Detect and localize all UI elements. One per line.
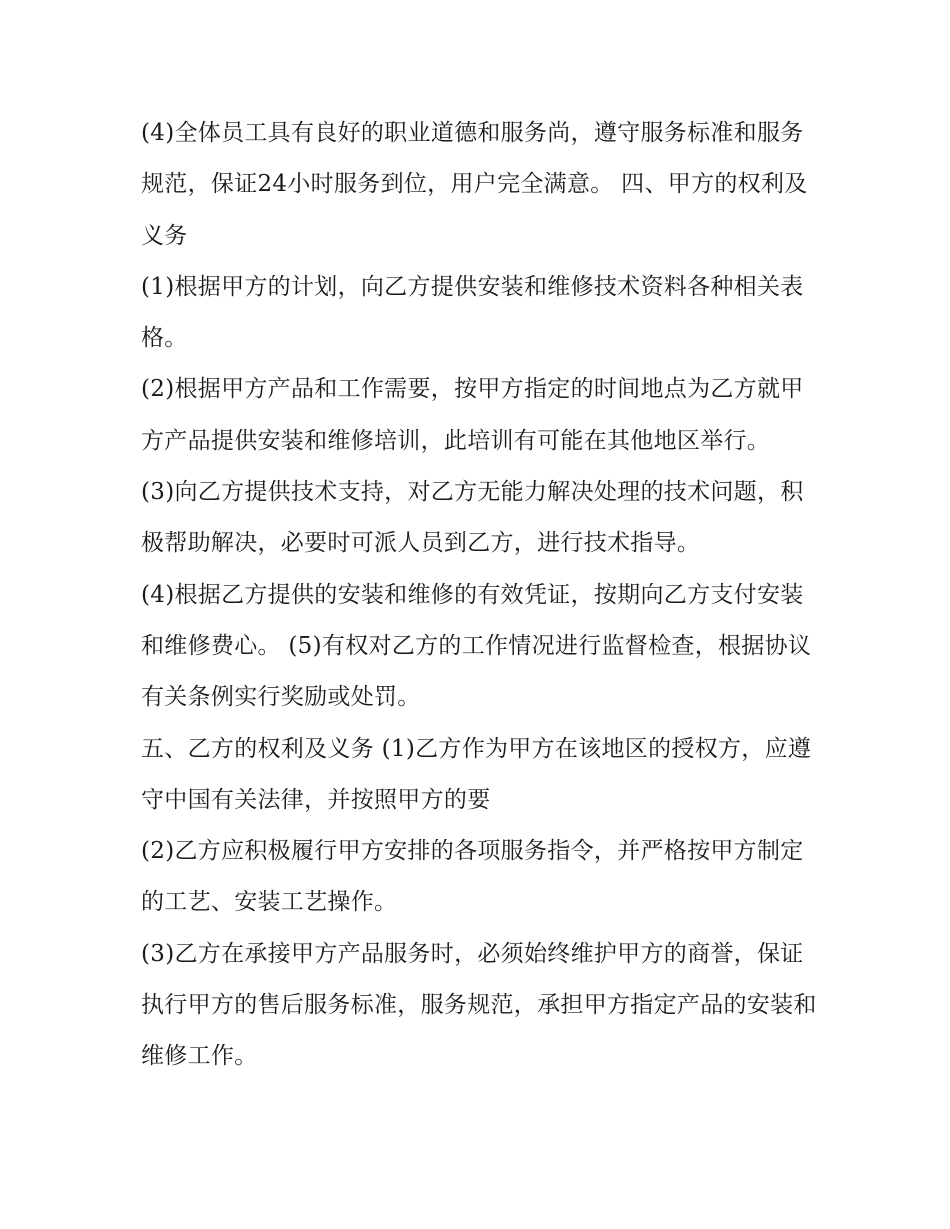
paragraph-party-b-item-3: (3)乙方在承接甲方产品服务时，必须始终维护甲方的商誉，保证执行甲方的售后服务标准，服务规范，承担甲方指定产品的安装和维修工作。 bbox=[141, 940, 817, 1070]
document-body bbox=[141, 108, 821, 1083]
paragraph-party-a-item-2: (2)根据甲方产品和工作需要，按甲方指定的时间地点为乙方就甲方产品提供安装和维修培训，此培训有可能在其他地区举行。 bbox=[141, 376, 804, 454]
paragraph-staff-standards: (4)全体员工具有良好的职业道德和服务尚，遵守服务标准和服务规范，保证24小时服务到位，用户完全满意。 四、甲方的权利及义务 bbox=[141, 120, 808, 249]
paragraph-party-a-item-1: (1)根据甲方的计划，向乙方提供安装和维修技术资料各种相关表格。 bbox=[141, 273, 804, 352]
paragraph-party-a-item-3: (3)向乙方提供技术支持，对乙方无能力解决处理的技术问题，积极帮助解决，必要时可派人员到乙方，进行技术指导。 bbox=[141, 479, 804, 557]
paragraph-party-b-heading-item-1: 五、乙方的权利及义务 (1)乙方作为甲方在该地区的授权方，应遵守中国有关法律，并按照甲方的要 bbox=[141, 735, 812, 813]
paragraph-party-a-item-4-5: (4)根据乙方提供的安装和维修的有效凭证，按期向乙方支付安装和维修费心。 (5)有权对乙方的工作情况进行监督检查，根据协议有关条例实行奖励或处罚。 bbox=[141, 581, 812, 711]
paragraph-party-b-item-2: (2)乙方应积极履行甲方安排的各项服务指令，并严格按甲方制定的工艺、安装工艺操作。 bbox=[141, 838, 804, 916]
